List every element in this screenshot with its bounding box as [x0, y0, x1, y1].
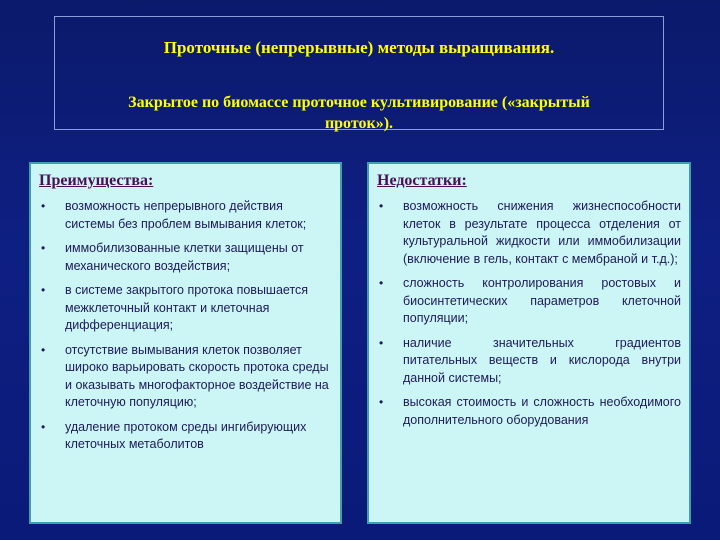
bullet-icon: •: [41, 283, 46, 297]
list-item: [39, 419, 332, 454]
list-item: [39, 342, 332, 412]
disadvantages-heading: Недостатки:: [377, 172, 467, 189]
advantages-panel: [29, 162, 342, 524]
list-item: [39, 282, 332, 335]
bullet-icon: •: [41, 199, 46, 213]
title-box: [54, 16, 664, 130]
slide-subtitle: Закрытое по биомассе проточное культивирование («закрытый проток»).: [128, 94, 590, 132]
advantages-list: [39, 198, 332, 454]
slide-title: Проточные (непрерывные) методы выращивания.: [163, 38, 555, 57]
list-item-text: наличие значительных градиентов питательных веществ и кислорода внутри данной системы;: [403, 335, 681, 385]
list-item: [377, 275, 681, 328]
bullet-icon: •: [379, 199, 384, 213]
advantages-heading: Преимущества:: [39, 172, 154, 189]
list-item: [377, 198, 681, 268]
list-item-text: высокая стоимость и сложность необходимого дополнительного оборудования: [403, 395, 681, 427]
list-item-text: отсутствие вымывания клеток позволяет широко варьировать скорость протока среды и оказывать многофакторное воздействие на клеточную популяцию;: [65, 342, 329, 409]
list-item: [39, 240, 332, 275]
list-item-text: удаление протоком среды ингибирующих клеточных метаболитов: [65, 419, 307, 451]
list-item: [377, 335, 681, 388]
list-item: [377, 394, 681, 429]
list-item-text: сложность контролирования ростовых и биосинтетических параметров клеточной популяции;: [403, 276, 681, 325]
bullet-icon: •: [379, 335, 384, 350]
bullet-icon: •: [41, 241, 46, 255]
list-item-text: иммобилизованные клетки защищены от механического воздействия;: [65, 241, 304, 273]
list-item-text: в системе закрытого протока повышается межклеточный контакт и клеточная дифференциация;: [65, 283, 309, 332]
bullet-icon: •: [41, 342, 46, 357]
list-item-text: возможность непрерывного действия системы без проблем вымывания клеток;: [65, 199, 307, 231]
bullet-icon: •: [41, 419, 46, 434]
list-item-text: возможность снижения жизнеспособности клеток в результате процесса отделения от культуральной жидкости или иммобилизации (включение в гель, контакт с мембраной и т.д.);: [403, 199, 681, 266]
bullet-icon: •: [379, 276, 384, 290]
list-item: [39, 198, 332, 233]
disadvantages-list: [377, 198, 681, 429]
bullet-icon: •: [379, 395, 384, 409]
disadvantages-panel: [367, 162, 691, 524]
